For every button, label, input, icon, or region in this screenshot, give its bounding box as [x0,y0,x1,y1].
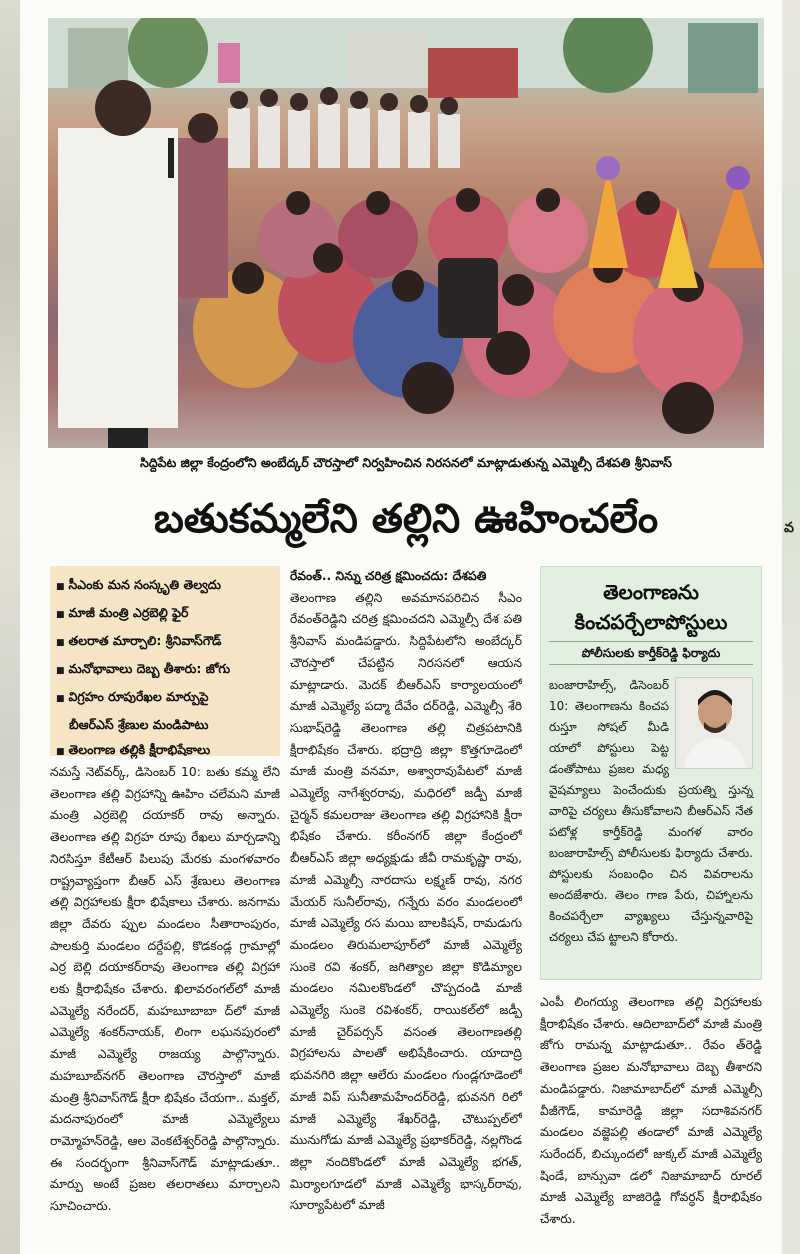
subhead: రేవంత్.. నిన్ను చరిత్ర క్షమించదు: దేశపతి [290,569,487,583]
protest-photo-illustration [48,18,764,448]
sidebar-body: బంజారాహిల్స్, డిసెంబర్ 10: తెలంగాణను కించప రుస్తూ సోషల్ మీడి యాలో పోస్టులు పెట్ట డంతోపాటు ప్రజల మధ్య వైషమ్యాలు పెంచేందుకు ప్రయత్ని స్తున్న వారిపై చర్యలు తీసుకోవాలని బీఆర్‌ఎస్ నేత పటోళ్ల కార్తీక్‌రెడ్డి మంగళ వారం బంజారాహిల్స్ పోలీసులకు ఫిర్యాదు చేశారు. పోస్టులకు సంబంధిం చిన వివరాలను అందజేశారు. తెలం గాణ పేరు, చిహ్నాలను కించపర్చేలా వ్యాఖ్యలు చేస్తున్నవారిపై చర్యలు చేప ట్టాలని కోరారు. [549,678,753,944]
sidebar-news-box [540,566,762,980]
main-headline: బతుకమ్మలేని తల్లిని ఊహించలేం [153,496,659,542]
square-bullet-icon: ■ [56,666,65,676]
square-bullet-icon: ■ [56,638,65,648]
highlight-item: బీఆర్‌ఎస్ శ్రేణుల మండిపాటు [69,717,209,732]
article-text: నమస్తే నెట్‌వర్క్, డిసెంబర్ 10: బతు కమ్మ లేని తెలంగాణ తల్లి విగ్రహాన్ని ఊహిం చలేమని మాజీ మంత్రి ఎర్రబెల్లి దయాకర్ రావు అన్నారు. తెలంగాణ తల్లి విగ్రహ రూపు రేఖలు మార్చడాన్ని నిరసిస్తూ కేటీఆర్ పిలుపు మేరకు మంగళవారం రాష్ట్రవ్యాప్తంగా బీఆర్ ఎస్ శ్రేణులు తెలంగాణ తల్లి విగ్రహాలకు క్షీరా భిషేకాలు చేశారు. జనగామ జిల్లా దేవరు ప్పుల మండలం సీతారాంపురం, పాలకుర్తి మండలం దర్దేపల్లి, కొడకండ్ల గ్రామాల్లో ఎర్ర బెల్లి దయాకర్‌రావు తెలంగాణ తల్లి విగ్రహా లకు క్షీరాభిషేకం చేశారు. ఖిలావరంగల్‌లో మాజీ ఎమ్మెల్యే నరేందర్, మహబూబాబా ద్‌లో మాజీ ఎమ్మెల్యే శంకర్‌నాయక్, లింగా లఘనపురంలో మాజీ ఎమ్మెల్యే రాజయ్య పాల్గొన్నారు. మహబూబ్‌నగర్ తెలంగాణ చౌరస్తాలో మాజీ మంత్రి శ్రీనివాస్‌గౌడ్ క్షీరా భిషేకం చేయగా.. మక్తల్, మదనాపురంలో మాజీ ఎమ్మెల్యేలు రామ్మోహన్‌రెడ్డి, ఆల వెంకటేశ్వర్‌రెడ్డి పాల్గొన్నారు. ఈ సందర్భంగా శ్రీనివాస్‌గౌడ్ మాట్లాడుతూ.. మార్పు అంటే ప్రజల తలరాతలు మార్చాలని సూచించారు. [50,765,280,1214]
square-bullet-icon: ■ [56,610,65,620]
square-bullet-icon: ■ [56,694,65,704]
article-column-2 [290,566,522,1232]
highlight-item: ■ విగ్రహం రూపురేఖల మార్పుపై [56,689,209,704]
portrait-illustration [676,678,753,769]
adjacent-headline-fragment: వ [784,520,794,536]
highlights-box [50,566,280,756]
highlight-item: ■ మాజీ మంత్రి ఎర్రబెల్లి ఫైర్ [56,605,189,620]
adjacent-page-strip-left [0,0,20,1254]
article-column-1 [50,762,280,1232]
highlight-item: ■ తెలంగాణ తల్లికి క్షీరాభిషేకాలు [56,742,211,757]
article-text: తెలంగాణ తల్లిని అవమానపరిచిన సీఎం రేవంత్‌రెడ్డిని చరిత్ర క్షమించదని ఎమ్మెల్సీ దేశ పతి శ్రీనివాస్ మండిపడ్డారు. సిద్దిపేటలోని అంబేద్కర్ చౌరస్తాలో చేపట్టిన నిరసనలో ఆయన మాట్లాడారు. మెదక్ బీఆర్‌ఎస్ కార్యాలయంలో మాజీ ఎమ్మెల్యే పద్మా దేవేం దర్‌రెడ్డి, ఎమ్మెల్సీ శేరి సుభాష్‌రెడ్డి తెలంగాణ తల్లి చిత్రపటానికి క్షీరాభిషేకం చేశారు. భద్రాద్రి జిల్లా కొత్తగూడెంలో మాజీ మంత్రి వనమా, అశ్వారావుపేటలో మాజీ ఎమ్మెల్యే నాగేశ్వరరావు, మధిరలో జడ్పీ మాజీ చైర్మన్ కమలరాజు తెలంగాణ తల్లి విగ్రహానికి క్షీరా భిషేకం చేశారు. కరీంనగర్ జిల్లా కేంద్రంలో బీఆర్‌ఎస్ జిల్లా అధ్యక్షుడు జీవీ రామకృష్ణా రావు, మాజీ ఎమ్మెల్సీ నారదాసు లక్ష్మణ్ రావు, నగర మేయర్ సునీల్‌రావు, గన్నేరు వరం మండలంలో మాజీ ఎమ్మెల్యే రస మయి బాలకిషన్, రామడుగు మండలం తిరుమలాపూర్‌లో మాజీ ఎమ్మెల్యే సుంకె రవి శంకర్, జగిత్యాల జిల్లా కొడిమ్యాల మండలం నమిలకొండలో చొప్పదండి మాజీ ఎమ్మెల్యే సుంకె రవిశంకర్, రాయికల్‌లో జడ్పీ మాజీ చైర్‌పర్సన్ వసంత తెలంగాణతల్లి విగ్రహాలను పాలతో అభిషేకించారు. యాదాద్రి భువనగిరి జిల్లా ఆలేరు మండలం గుండ్లగూడెంలో మాజీ విప్ సునీతామహేందర్‌రెడ్డి, భువనగి రిలో మాజీ ఎమ్మెల్యే శేఖర్‌రెడ్డి, చౌటుప్పల్‌లో మునుగోడు మాజీ ఎమ్మెల్యే ప్రభాకర్‌రెడ్డి, నల్లగొండ జిల్లా నందికొండలో మాజీ ఎమ్మెల్యే భగత్, మిర్యాలగూడలో మాజీ ఎమ్మెల్యే భాస్కర్‌రావు, సూర్యాపేటలో మాజీ [290,590,522,1213]
highlight-item: ■ మనోభావాలు దెబ్బ తీశారు: జోగు [56,661,231,676]
sidebar-title: తెలంగాణను కించపర్చేలాపోస్టులు [574,580,728,634]
highlight-item: ■ తలరాత మార్చాలి: శ్రీనివాస్‌గౌడ్ [56,633,222,648]
square-bullet-icon: ■ [56,582,65,592]
highlight-item: ■ సీఎంకు మన సంస్కృతి తెల్వదు [56,577,221,592]
photo-caption: సిద్దిపేట జిల్లా కేంద్రంలోని అంబేద్కర్ చౌరస్తాలో నిర్వహించిన నిరసనలో మాట్లాడుతున్న ఎమ్మెల్సీ దేశపతి శ్రీనివాస్ [140,455,672,470]
sidebar-subtitle: పోలీసులకు కార్తీక్‌రెడ్డి ఫిర్యాదు [549,641,753,665]
article-text: ఎంపీ లింగయ్య తెలంగాణ తల్లి విగ్రహాలకు క్షీరాభిషేకం చేశారు. ఆదిలాబాద్‌లో మాజీ మంత్రి జోగు రామన్న మాట్లాడుతూ.. రేవం త్‌రెడ్డి తెలంగాణ ప్రజల మనోభావాలు దెబ్బ తీశారని మండిపడ్డారు. నిజామాబాద్‌లో మాజీ ఎమ్మెల్సీ వీజీగౌడ్, కామారెడ్డి జిల్లా సదాశివనగర్ మండలం వజ్జెపల్లి తండాలో మాజీ ఎమ్మెల్యే సురేందర్, బిచ్కుందలో జుక్కల్ మాజీ ఎమ్మెల్యే షిండే, బాన్సువా డలో నిజామాబాద్ రూరల్ మాజీ ఎమ్మెల్యే బాజిరెడ్డి గోవర్ధన్ క్షీరాభిషేకం చేశారు. [540,995,762,1227]
article-column-3 [540,992,762,1232]
square-bullet-icon: ■ [56,747,65,757]
adjacent-page-strip-right [782,0,800,1254]
protest-photo [48,18,764,448]
portrait-photo [675,677,753,769]
